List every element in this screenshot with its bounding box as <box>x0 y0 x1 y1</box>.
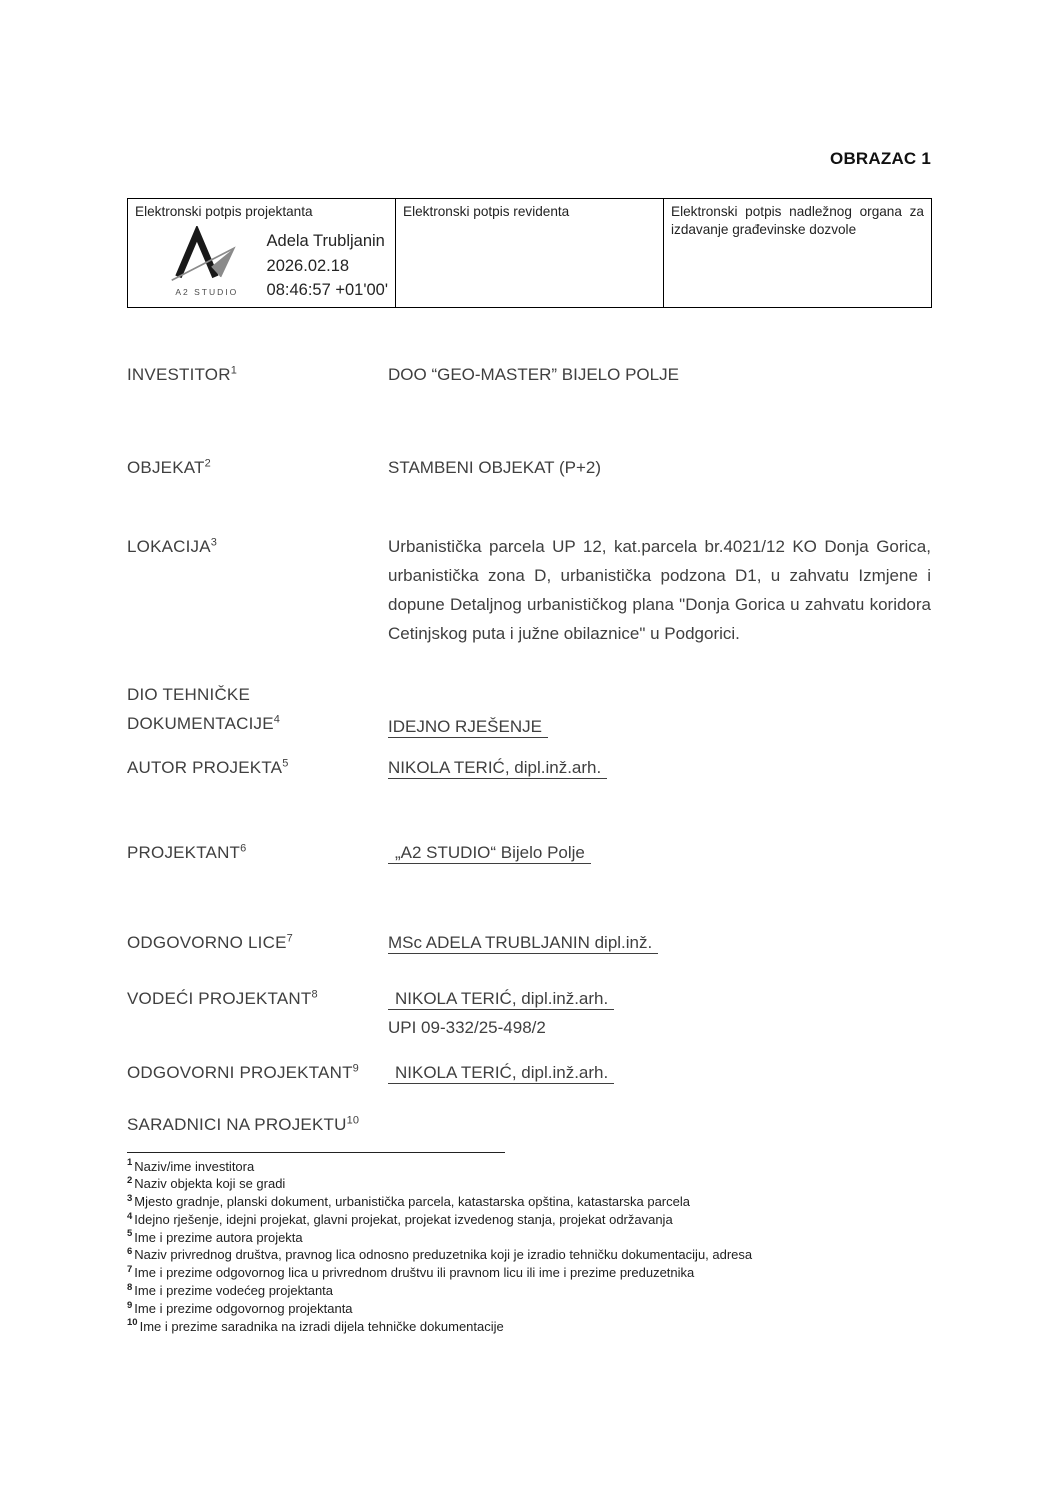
footnote-ref-5: 5 <box>282 756 289 769</box>
field-vodeci-projektant-value: NIKOLA TERIĆ, dipl.inž.arh. UPI 09-332/25-498/2 <box>388 984 931 1042</box>
signature-cell-projektant <box>128 199 396 308</box>
signature-cell-header-organ: Elektronski potpis nadležnog organa za izdavanje građevinske dozvole <box>671 204 924 237</box>
field-projektant-value: „A2 STUDIO“ Bijelo Polje <box>388 842 931 864</box>
signature-cell-revident <box>396 199 664 308</box>
field-odgovorni-projektant <box>127 1062 931 1084</box>
signature-cell-header-revident: Elektronski potpis revidenta <box>403 204 570 219</box>
field-dio-tehnicke <box>127 680 931 738</box>
field-objekat-value: STAMBENI OBJEKAT (P+2) <box>388 457 602 477</box>
form-label: OBRAZAC 1 <box>830 149 931 168</box>
field-projektant-label: PROJEKTANT$^6$ <box>127 841 247 862</box>
field-odgovorno-lice <box>127 932 931 954</box>
footnote-8: $^8$ Ime i prezime vodećeg projektanta <box>127 1281 334 1299</box>
signature-table-row <box>128 199 932 308</box>
field-lokacija-label: LOKACIJA$^3$ <box>127 535 218 556</box>
footnote-9: $^9$ Ime i prezime odgovornog projektanta <box>127 1299 353 1316</box>
signature-block <box>135 226 388 303</box>
signature-cell-header-projektant: Elektronski potpis projektanta <box>135 204 313 219</box>
footnote-1: $^1$ Naziv/ime investitora <box>127 1157 255 1174</box>
field-dio-tehnicke-value: IDEJNO RJEŠENJE <box>388 716 931 738</box>
field-projektant <box>127 842 931 864</box>
signature-cell-organ <box>664 199 932 308</box>
footnote-5: $^5$ Ime i prezime autora projekta <box>127 1228 303 1245</box>
signer-name: Adela Trubljanin <box>266 232 385 250</box>
signature-date: 2026.02.18 <box>266 256 350 275</box>
footnote-10: $^{10}$ Ime i prezime saradnika na izradi dijela tehničke dokumentacije <box>127 1317 504 1334</box>
signature-time: 08:46:57 +01'00' <box>266 281 388 299</box>
field-objekat <box>127 457 931 479</box>
field-vodeci-projektant-label: VODEĆI PROJEKTANT$^8$ <box>127 987 318 1008</box>
footnote-ref-2: 2 <box>204 456 211 469</box>
field-autor-label: AUTOR PROJEKTA$^5$ <box>127 756 289 777</box>
field-investitor-value: DOO “GEO-MASTER” BIJELO POLJE <box>388 364 679 384</box>
footnote-separator <box>127 1152 505 1153</box>
footnote-ref-6: 6 <box>240 841 247 854</box>
field-vodeci-projektant-upi: UPI 09-332/25-498/2 <box>388 1017 546 1037</box>
footnote-7: $^7$ Ime i prezime odgovornog lica u privrednom društvu ili pravnom licu ili ime i prezime preduzetnika <box>127 1263 695 1281</box>
signature-table <box>127 198 932 308</box>
field-vodeci-projektant <box>127 984 931 1042</box>
field-saradnici-label: SARADNICI NA PROJEKTU$^{10}$ <box>127 1113 360 1134</box>
field-autor <box>127 757 931 779</box>
a2-studio-logo-text: A2 STUDIO <box>175 287 239 297</box>
footnote-ref-9: 9 <box>352 1061 359 1074</box>
field-autor-value: NIKOLA TERIĆ, dipl.inž.arh. <box>388 757 931 779</box>
footnote-ref-10: 10 <box>346 1113 360 1126</box>
field-odgovorno-lice-value: MSc ADELA TRUBLJANIN dipl.inž. <box>388 932 931 954</box>
field-investitor-label: INVESTITOR$^1$ <box>127 363 238 384</box>
field-saradnici-value <box>388 1114 931 1136</box>
footnote-ref-3: 3 <box>210 535 218 548</box>
footnote-3: $^3$ Mjesto gradnje, planski dokument, urbanistička parcela, katastarska opština, katastarska parcela <box>127 1192 690 1210</box>
field-odgovorni-projektant-label: ODGOVORNI PROJEKTANT$^9$ <box>127 1061 359 1082</box>
field-odgovorni-projektant-value: NIKOLA TERIĆ, dipl.inž.arh. <box>388 1062 931 1084</box>
footnote-ref-8: 8 <box>311 987 318 1000</box>
footnote-6: $^6$ Naziv privrednog društva, pravnog lica odnosno preduzetnika koji je izradio tehničku dokumentaciju, adresa <box>127 1246 753 1263</box>
field-lokacija-value: Urbanistička parcela UP 12, kat.parcela br.4021/12 KO Donja Gorica, urbanistička zona D, urbanistička podzona D1, u zahvatu Izmjene i dopune Detaljnog urbanističkog plana "Donja Gorica u zahvatu koridora Cetinjskog puta i južne obilaznice" u Podgorici. <box>388 536 931 643</box>
field-investitor <box>127 364 931 386</box>
field-odgovorno-lice-label: ODGOVORNO LICE$^7$ <box>127 931 293 952</box>
footnotes <box>127 1158 931 1336</box>
footnote-ref-7: 7 <box>286 931 293 944</box>
field-lokacija <box>127 532 931 648</box>
field-objekat-label: OBJEKAT$^2$ <box>127 456 211 477</box>
field-saradnici <box>127 1114 931 1136</box>
footnote-2: $^2$ Naziv objekta koji se gradi <box>127 1174 286 1192</box>
a2-studio-logo <box>163 226 251 297</box>
field-dio-tehnicke-label: DIO TEHNIČKE DOKUMENTACIJE$^4$ <box>127 684 281 733</box>
footnote-ref-1: 1 <box>230 363 238 376</box>
a2-studio-logo-icon <box>165 226 249 284</box>
footnote-4: $^4$ Idejno rješenje, idejni projekat, glavni projekat, projekat izvedenog stanja, projekat održavanja <box>127 1210 673 1227</box>
signature-details <box>267 229 388 303</box>
footnote-ref-4: 4 <box>273 712 281 725</box>
